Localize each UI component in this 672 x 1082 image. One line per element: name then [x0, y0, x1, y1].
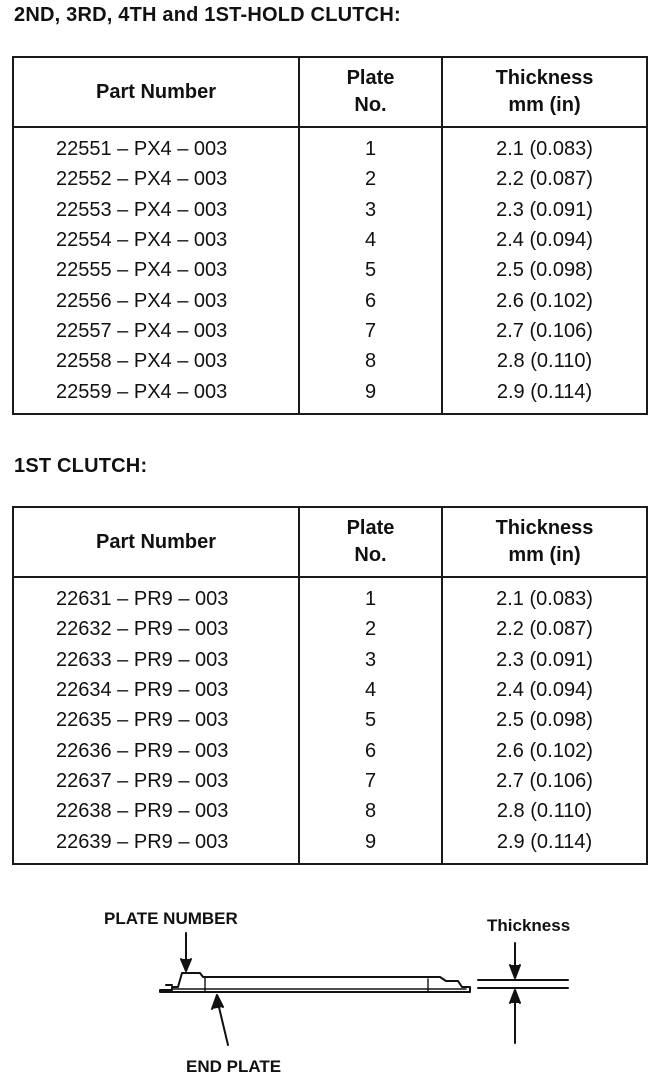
table-row [13, 645, 647, 675]
section-title-hold-clutch: 2ND, 3RD, 4TH and 1ST-HOLD CLUTCH: [14, 4, 401, 26]
plate-no-cell: 5 [299, 705, 442, 735]
part-number-cell: 22559 – PX4 – 003 [56, 380, 228, 403]
table-header-row [13, 57, 647, 127]
header-part-number: Part Number [13, 507, 299, 577]
header-plate-no: Plate No. [299, 57, 442, 127]
table-row [13, 195, 647, 225]
thickness-cell: 2.9 (0.114) [442, 826, 647, 863]
end-plate-diagram [0, 895, 672, 1082]
plate-no-cell: 5 [299, 255, 442, 285]
table-row [13, 285, 647, 315]
header-thickness: Thickness mm (in) [442, 507, 647, 577]
part-number-cell: 22634 – PR9 – 003 [56, 679, 229, 702]
part-number-cell: 22635 – PR9 – 003 [56, 709, 229, 732]
part-number-cell: 22552 – PX4 – 003 [56, 168, 228, 191]
thickness-cell: 2.8 (0.110) [442, 346, 647, 376]
thickness-cell: 2.1 (0.083) [442, 127, 647, 164]
thickness-cell: 2.2 (0.087) [442, 614, 647, 644]
plate-no-cell: 3 [299, 645, 442, 675]
part-number-cell: 22557 – PX4 – 003 [56, 319, 228, 342]
plate-no-cell: 7 [299, 766, 442, 796]
plate-no-cell: 7 [299, 316, 442, 346]
part-number-cell: 22639 – PR9 – 003 [56, 830, 229, 853]
clutch-plate-table-hold [12, 56, 648, 415]
plate-no-cell: 1 [299, 577, 442, 614]
thickness-cell: 2.5 (0.098) [442, 255, 647, 285]
plate-no-cell: 1 [299, 127, 442, 164]
table-row [13, 127, 647, 164]
thickness-cell: 2.6 (0.102) [442, 735, 647, 765]
part-number-cell: 22633 – PR9 – 003 [56, 648, 229, 671]
part-number-cell: 22637 – PR9 – 003 [56, 769, 229, 792]
part-number-cell: 22554 – PX4 – 003 [56, 229, 228, 252]
thickness-cell: 2.3 (0.091) [442, 645, 647, 675]
clutch-plate-table-1st [12, 506, 648, 865]
table-row [13, 225, 647, 255]
plate-no-cell: 9 [299, 376, 442, 413]
thickness-label: Thickness [487, 916, 571, 935]
table-row [13, 675, 647, 705]
thickness-cell: 2.2 (0.087) [442, 164, 647, 194]
table-row [13, 796, 647, 826]
thickness-cell: 2.4 (0.094) [442, 225, 647, 255]
thickness-cell: 2.5 (0.098) [442, 705, 647, 735]
end-plate-label: END PLATE [186, 1057, 282, 1076]
section-title-1st-clutch: 1ST CLUTCH: [14, 455, 148, 477]
table-header-row [13, 507, 647, 577]
table-row [13, 614, 647, 644]
header-part-number: Part Number [13, 57, 299, 127]
part-number-cell: 22631 – PR9 – 003 [56, 588, 229, 611]
end-plate-cross-section-drawing [0, 895, 672, 1082]
end-plate-arrow [218, 1003, 228, 1045]
plate-no-cell: 4 [299, 225, 442, 255]
header-plate-no: Plate No. [299, 507, 442, 577]
part-number-cell: 22553 – PX4 – 003 [56, 198, 228, 221]
header-thickness: Thickness mm (in) [442, 57, 647, 127]
part-number-cell: 22638 – PR9 – 003 [56, 800, 229, 823]
plate-no-cell: 4 [299, 675, 442, 705]
plate-no-cell: 6 [299, 735, 442, 765]
thickness-cell: 2.1 (0.083) [442, 577, 647, 614]
part-number-cell: 22556 – PX4 – 003 [56, 289, 228, 312]
table-row [13, 705, 647, 735]
part-number-cell: 22558 – PX4 – 003 [56, 350, 228, 373]
thickness-cell: 2.9 (0.114) [442, 376, 647, 413]
thickness-cell: 2.3 (0.091) [442, 195, 647, 225]
plate-no-cell: 8 [299, 346, 442, 376]
plate-no-cell: 2 [299, 164, 442, 194]
table-row [13, 255, 647, 285]
thickness-cell: 2.4 (0.094) [442, 675, 647, 705]
thickness-cell: 2.8 (0.110) [442, 796, 647, 826]
part-number-cell: 22636 – PR9 – 003 [56, 739, 229, 762]
thickness-cell: 2.7 (0.106) [442, 766, 647, 796]
plate-no-cell: 9 [299, 826, 442, 863]
plate-no-cell: 2 [299, 614, 442, 644]
plate-no-cell: 3 [299, 195, 442, 225]
part-number-cell: 22555 – PX4 – 003 [56, 259, 228, 282]
table-row [13, 735, 647, 765]
plate-no-cell: 6 [299, 285, 442, 315]
thickness-cell: 2.6 (0.102) [442, 285, 647, 315]
table-row [13, 346, 647, 376]
part-number-cell: 22551 – PX4 – 003 [56, 138, 228, 161]
thickness-cell: 2.7 (0.106) [442, 316, 647, 346]
table-row [13, 316, 647, 346]
part-number-cell: 22632 – PR9 – 003 [56, 618, 229, 641]
table-row [13, 826, 647, 863]
plate-number-label: PLATE NUMBER [104, 909, 238, 928]
table-row [13, 577, 647, 614]
table-row [13, 376, 647, 413]
plate-no-cell: 8 [299, 796, 442, 826]
table-row [13, 164, 647, 194]
table-row [13, 766, 647, 796]
